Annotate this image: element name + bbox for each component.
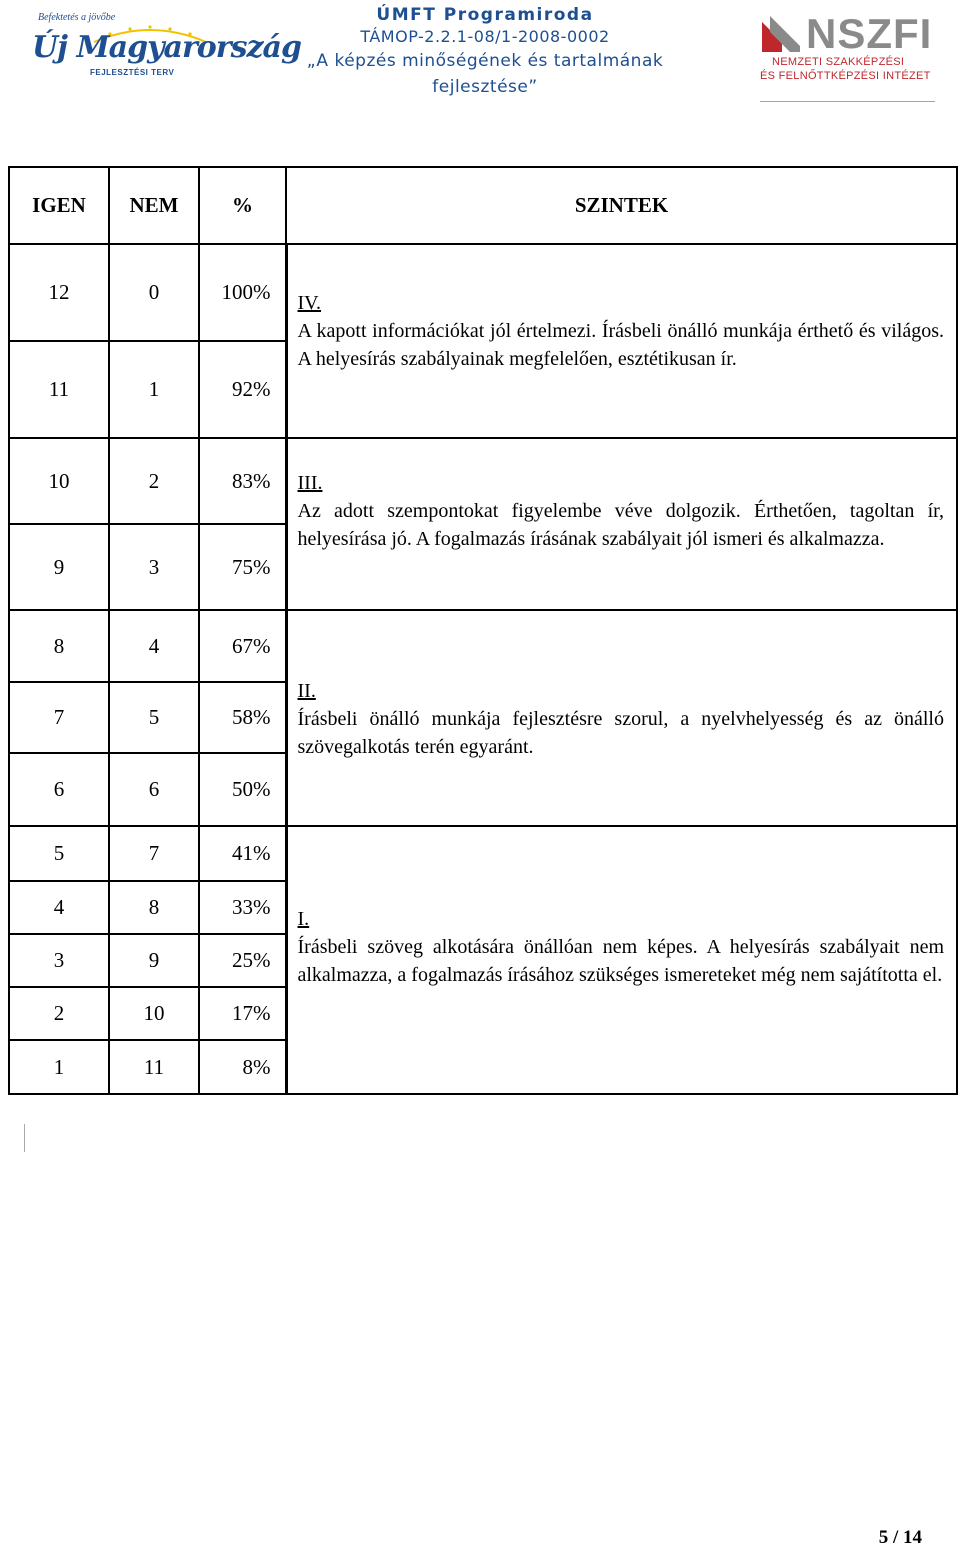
table-header-row	[9, 167, 957, 244]
levels-table	[8, 166, 958, 1095]
logo-brand: Új Magyarország	[32, 30, 301, 65]
yes-cell: 8	[9, 610, 109, 682]
no-cell: 7	[109, 826, 199, 881]
percent-cell: 33%	[199, 881, 286, 934]
level-code: I.	[297, 908, 310, 930]
no-cell: 4	[109, 610, 199, 682]
percent-cell: 58%	[199, 682, 286, 753]
yes-cell: 5	[9, 826, 109, 881]
no-cell: 5	[109, 682, 199, 753]
nszfi-mark-icon	[760, 14, 804, 54]
percent-cell: 75%	[199, 524, 286, 610]
yes-cell: 2	[9, 987, 109, 1040]
level-ii-cell	[286, 610, 957, 826]
yes-cell: 9	[9, 524, 109, 610]
margin-mark	[24, 1124, 25, 1152]
page-number: 5 / 14	[878, 1527, 922, 1548]
table-row	[9, 438, 957, 524]
uj-magyarorszag-logo	[30, 10, 301, 85]
yes-cell: 3	[9, 934, 109, 987]
percent-cell: 25%	[199, 934, 286, 987]
program-header	[270, 4, 700, 100]
yes-cell: 12	[9, 244, 109, 341]
level-description: Az adott szempontokat figyelembe véve dolgozik. Érthetően, tagoltan ír, helyesírása jó. A fogalmazás írásának szabályait jól ismeri és alkalmazza.	[297, 500, 944, 550]
level-code: IV.	[297, 292, 322, 314]
nszfi-line1: NEMZETI SZAKKÉPZÉSI	[772, 56, 905, 68]
logo-tagline: Befektetés a jövőbe	[38, 12, 116, 23]
percent-cell: 83%	[199, 438, 286, 524]
percent-cell: 67%	[199, 610, 286, 682]
yes-cell: 6	[9, 753, 109, 826]
header-no: NEM	[109, 167, 199, 244]
no-cell: 8	[109, 881, 199, 934]
no-cell: 11	[109, 1040, 199, 1094]
level-description: A kapott információkat jól értelmezi. Írásbeli önálló munkája érthető és világos. A helyesírás szabályainak megfelelően, esztétikusan ír.	[297, 320, 944, 370]
no-cell: 9	[109, 934, 199, 987]
level-code: II.	[297, 680, 316, 702]
percent-cell: 8%	[199, 1040, 286, 1094]
logo-subtitle: FEJLESZTÉSI TERV	[90, 68, 175, 77]
yes-cell: 1	[9, 1040, 109, 1094]
percent-cell: 41%	[199, 826, 286, 881]
no-cell: 2	[109, 438, 199, 524]
level-description: Írásbeli szöveg alkotására önállóan nem képes. A helyesírás szabályait nem alkalmazza, a fogalmazás írásához szükséges ismereteket még nem sajátította el.	[297, 936, 944, 986]
no-cell: 3	[109, 524, 199, 610]
percent-cell: 100%	[199, 244, 286, 341]
level-iii-cell	[286, 438, 957, 610]
header-yes: IGEN	[9, 167, 109, 244]
no-cell: 0	[109, 244, 199, 341]
yes-cell: 4	[9, 881, 109, 934]
yes-cell: 11	[9, 341, 109, 438]
nszfi-logo	[760, 10, 940, 84]
level-code: III.	[297, 472, 323, 494]
table-row	[9, 244, 957, 341]
level-i-cell	[286, 826, 957, 1094]
header-rule	[760, 101, 935, 102]
nszfi-name: NSZFI	[806, 10, 933, 57]
project-code: TÁMOP-2.2.1-08/1-2008-0002	[360, 27, 610, 46]
yes-cell: 10	[9, 438, 109, 524]
percent-cell: 17%	[199, 987, 286, 1040]
table-row	[9, 826, 957, 881]
table-row	[9, 610, 957, 682]
project-title: „A képzés minőségének és tartalmának fejlesztése”	[306, 51, 664, 97]
header-levels: SZINTEK	[286, 167, 957, 244]
percent-cell: 92%	[199, 341, 286, 438]
no-cell: 6	[109, 753, 199, 826]
percent-cell: 50%	[199, 753, 286, 826]
level-iv-cell	[286, 244, 957, 438]
no-cell: 10	[109, 987, 199, 1040]
yes-cell: 7	[9, 682, 109, 753]
nszfi-line2: ÉS FELNŐTTKÉPZÉSI INTÉZET	[760, 70, 931, 82]
header-percent: %	[199, 167, 286, 244]
program-office: ÚMFT Programiroda	[376, 5, 594, 25]
level-description: Írásbeli önálló munkája fejlesztésre szorul, a nyelvhelyesség és az önálló szövegalkotás terén egyaránt.	[297, 708, 944, 758]
no-cell: 1	[109, 341, 199, 438]
